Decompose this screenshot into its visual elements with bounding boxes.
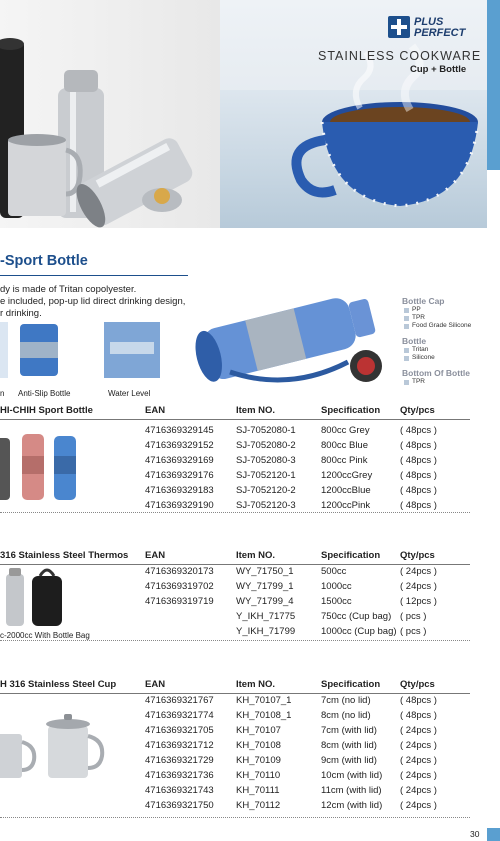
brand-subtitle: STAINLESS COOKWARE: [318, 49, 482, 63]
sport-bottle-image: [190, 280, 390, 390]
table-divider: [0, 817, 470, 818]
table-row: 4716369321712 KH_70108 8cm (with lid) ( 24pcs ): [145, 740, 437, 751]
steel-cups-photo: [0, 712, 120, 782]
table-row: 4716369329145 SJ-7052080-1 800cc Grey ( 48pcs ): [145, 425, 437, 436]
page-side-tab: [487, 0, 500, 170]
table-body: [145, 423, 437, 513]
plus-perfect-logo-icon: [388, 16, 410, 38]
material-item: TPR: [402, 378, 471, 386]
table-title-thermos: 316 Stainless Steel Thermos: [0, 550, 129, 561]
material-item: TPR: [402, 314, 471, 322]
table-row: 4716369329190 SJ-7052120-3 1200ccPink ( 48pcs ): [145, 500, 437, 511]
table-row: 4716369321736 KH_70110 10cm (with lid) ( 24pcs ): [145, 770, 437, 781]
col-header-qty: Qty/pcs: [400, 405, 435, 416]
table-title-sport-bottle: HI-CHIH Sport Bottle: [0, 405, 93, 416]
col-header-qty: Qty/pcs: [400, 550, 435, 561]
table-body: [145, 564, 437, 639]
table-row: 4716369319702 WY_71799_1 1000cc ( 24pcs ): [145, 581, 437, 592]
material-item: PP: [402, 306, 471, 314]
page-number: 30: [470, 829, 480, 839]
table-row: 4716369320173 WY_71750_1 500cc ( 24pcs ): [145, 566, 437, 577]
brand-logo-text: [414, 17, 465, 39]
table-title-steel-cup: H 316 Stainless Steel Cup: [0, 679, 117, 690]
material-item: Silicone: [402, 354, 471, 362]
col-header-ean: EAN: [145, 679, 166, 690]
col-header-spec: Specification: [321, 679, 381, 690]
sport-bottles-photo: [0, 432, 80, 504]
col-header-item: Item NO.: [236, 679, 276, 690]
material-item: Food Grade Silicone: [402, 322, 471, 330]
table-divider: [0, 512, 470, 513]
bottle-heading: Bottle: [402, 336, 427, 346]
table-divider: [0, 640, 470, 641]
section-description: dy is made of Tritan copolyester. e included, pop-up lid direct drinking design, r drinking.: [0, 284, 186, 319]
col-header-ean: EAN: [145, 405, 166, 416]
bottle-cap-heading: Bottle Cap: [402, 296, 445, 306]
table-row: Y_IKH_71799 1000cc (Cup bag) ( pcs ): [236, 626, 427, 637]
table-row: 4716369321743 KH_70111 11cm (with lid) ( 24pcs ): [145, 785, 437, 796]
col-header-spec: Specification: [321, 405, 381, 416]
table-row: 4716369321774 KH_70108_1 8cm (no lid) ( 48pcs ): [145, 710, 437, 721]
col-header-item: Item NO.: [236, 550, 276, 561]
table-row: 4716369329152 SJ-7052080-2 800cc Blue ( 48pcs ): [145, 440, 437, 451]
table-row: Y_IKH_71775 750cc (Cup bag) ( pcs ): [236, 611, 427, 622]
table-rule: [0, 419, 470, 420]
table-row: 4716369321729 KH_70109 9cm (with lid) ( 24pcs ): [145, 755, 437, 766]
feature-thumbnails: [0, 322, 170, 384]
table-row: 4716369321767 KH_70107_1 7cm (no lid) ( 48pcs ): [145, 695, 437, 706]
section-title: -Sport Bottle: [0, 253, 88, 269]
col-header-spec: Specification: [321, 550, 381, 561]
materials-legend: [402, 296, 471, 386]
bottom-heading: Bottom Of Bottle: [402, 368, 470, 378]
table-row: 4716369319719 WY_71799_4 1500cc ( 12pcs ): [145, 596, 437, 607]
material-item: Tritan: [402, 346, 471, 354]
table-row: 4716369329183 SJ-7052120-2 1200ccBlue ( 48pcs ): [145, 485, 437, 496]
table-row: 4716369321705 KH_70107 7cm (with lid) ( 24pcs ): [145, 725, 437, 736]
page-side-tab-bottom: [487, 828, 500, 841]
table-row: 4716369321750 KH_70112 12cm (with lid) ( 24pcs ): [145, 800, 437, 811]
logo-line1: PLUS: [414, 16, 444, 28]
logo-line2: PERFECT: [414, 27, 466, 39]
thumb-label-1: n: [0, 389, 5, 398]
thumb-label-water-level: Water Level: [108, 389, 151, 398]
col-header-ean: EAN: [145, 550, 166, 561]
table-row: 4716369329169 SJ-7052080-3 800cc Pink ( 48pcs ): [145, 455, 437, 466]
section-underline: [0, 275, 188, 276]
thumb-label-anti-slip: Anti-Slip Bottle: [18, 389, 71, 398]
col-header-qty: Qty/pcs: [400, 679, 435, 690]
brand-subtitle2: Cup + Bottle: [410, 64, 467, 75]
table-body: [145, 693, 437, 813]
thermos-caption: c-2000cc With Bottle Bag: [0, 631, 90, 640]
col-header-item: Item NO.: [236, 405, 276, 416]
thermos-photo: [0, 566, 80, 628]
table-row: 4716369329176 SJ-7052120-1 1200ccGrey ( 48pcs ): [145, 470, 437, 481]
